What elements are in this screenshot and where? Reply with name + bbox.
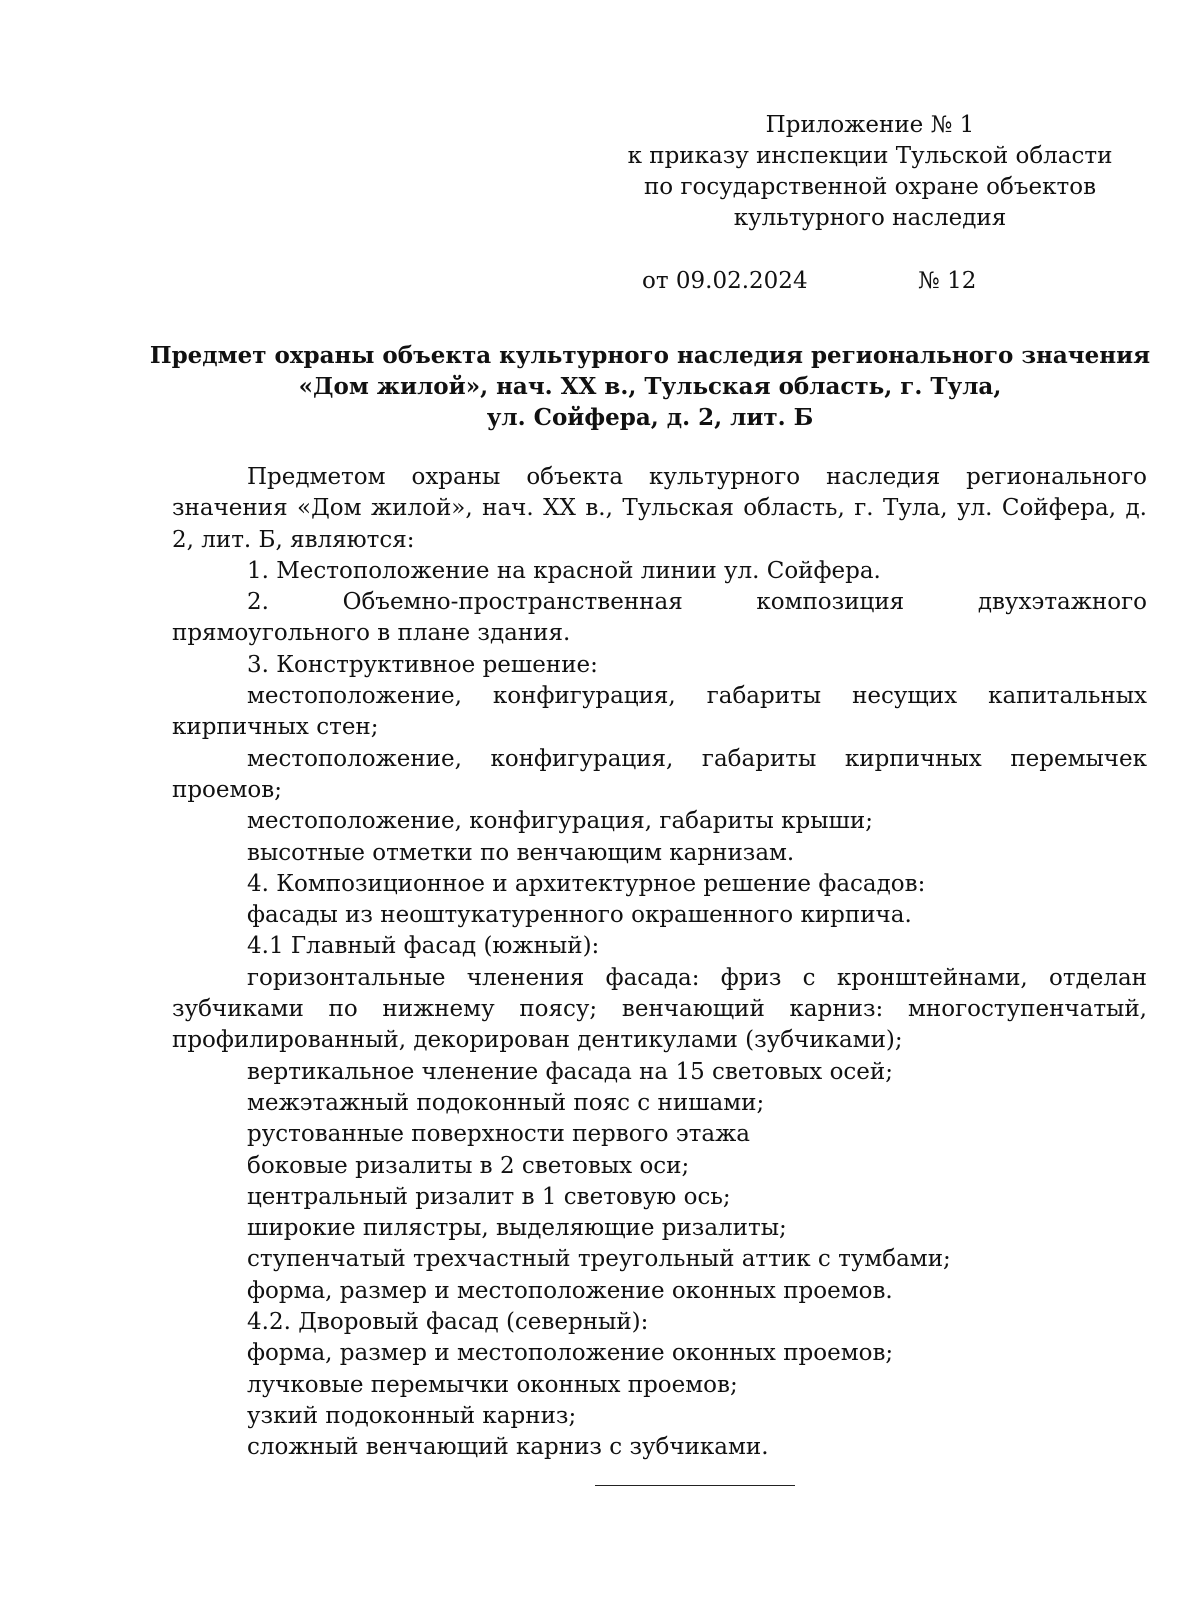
paragraph: рустованные поверхности первого этажа bbox=[247, 1121, 750, 1148]
title-line: «Дом жилой», нач. XX в., Тульская область, г. Тула, bbox=[298, 373, 1002, 400]
paragraph: местоположение, конфигурация, габариты кирпичных перемычек проемов; bbox=[172, 745, 1147, 803]
order-date: от 09.02.2024 bbox=[642, 268, 808, 294]
appendix-line: к приказу инспекции Тульской области bbox=[627, 143, 1113, 169]
paragraph: 4.2. Дворовый фасад (северный): bbox=[247, 1309, 649, 1336]
paragraph: 1. Местоположение на красной линии ул. Сойфера. bbox=[247, 557, 881, 584]
appendix-line: по государственной охране объектов bbox=[643, 174, 1097, 200]
paragraph: центральный ризалит в 1 световую ось; bbox=[247, 1183, 731, 1210]
paragraph: 4.1 Главный фасад (южный): bbox=[247, 933, 600, 960]
paragraph: 2. Объемно-пространственная композиция двухэтажного прямоугольного в плане здания. bbox=[172, 589, 1147, 647]
paragraph: местоположение, конфигурация, габариты крыши; bbox=[247, 808, 873, 835]
paragraph: сложный венчающий карниз с зубчиками. bbox=[247, 1434, 769, 1461]
end-rule bbox=[595, 1485, 795, 1486]
paragraph: форма, размер и местоположение оконных проемов. bbox=[247, 1277, 893, 1304]
order-number: № 12 bbox=[918, 268, 977, 294]
paragraph: вертикальное членение фасада на 15 световых осей; bbox=[247, 1058, 893, 1085]
paragraph: межэтажный подоконный пояс с нишами; bbox=[247, 1089, 765, 1116]
paragraph: высотные отметки по венчающим карнизам. bbox=[247, 839, 795, 866]
paragraph: местоположение, конфигурация, габариты несущих капитальных кирпичных стен; bbox=[172, 683, 1147, 741]
appendix-line: культурного наследия bbox=[733, 205, 1007, 231]
document-body bbox=[172, 462, 1147, 1464]
appendix-line: Приложение № 1 bbox=[765, 112, 975, 138]
paragraph: фасады из неоштукатуренного окрашенного кирпича. bbox=[247, 902, 912, 929]
paragraph: 3. Конструктивное решение: bbox=[247, 651, 598, 678]
paragraph: форма, размер и местоположение оконных проемов; bbox=[247, 1340, 894, 1367]
paragraph: узкий подоконный карниз; bbox=[247, 1402, 577, 1429]
paragraph: 4. Композиционное и архитектурное решение фасадов: bbox=[247, 870, 926, 897]
paragraph: широкие пилястры, выделяющие ризалиты; bbox=[247, 1215, 787, 1242]
document-title bbox=[140, 340, 1160, 433]
title-line: ул. Сойфера, д. 2, лит. Б bbox=[486, 404, 814, 431]
paragraph: горизонтальные членения фасада: фриз с кронштейнами, отделан зубчиками по нижнему поясу; венчающий карниз: многоступенчатый, профилированный, декорирован дентикулами (зубчиками); bbox=[172, 964, 1147, 1054]
paragraph: Предметом охраны объекта культурного наследия регионального значения «Дом жилой», нач. XX в., Тульская область, г. Тула, ул. Сойфера, д. 2, лит. Б, являются: bbox=[172, 464, 1147, 553]
paragraph: ступенчатый трехчастный треугольный аттик с тумбами; bbox=[247, 1246, 951, 1273]
paragraph: боковые ризалиты в 2 световых оси; bbox=[247, 1152, 690, 1179]
title-line: Предмет охраны объекта культурного наследия регионального значения bbox=[149, 342, 1151, 369]
appendix-header bbox=[600, 110, 1140, 234]
paragraph: лучковые перемычки оконных проемов; bbox=[247, 1371, 738, 1398]
